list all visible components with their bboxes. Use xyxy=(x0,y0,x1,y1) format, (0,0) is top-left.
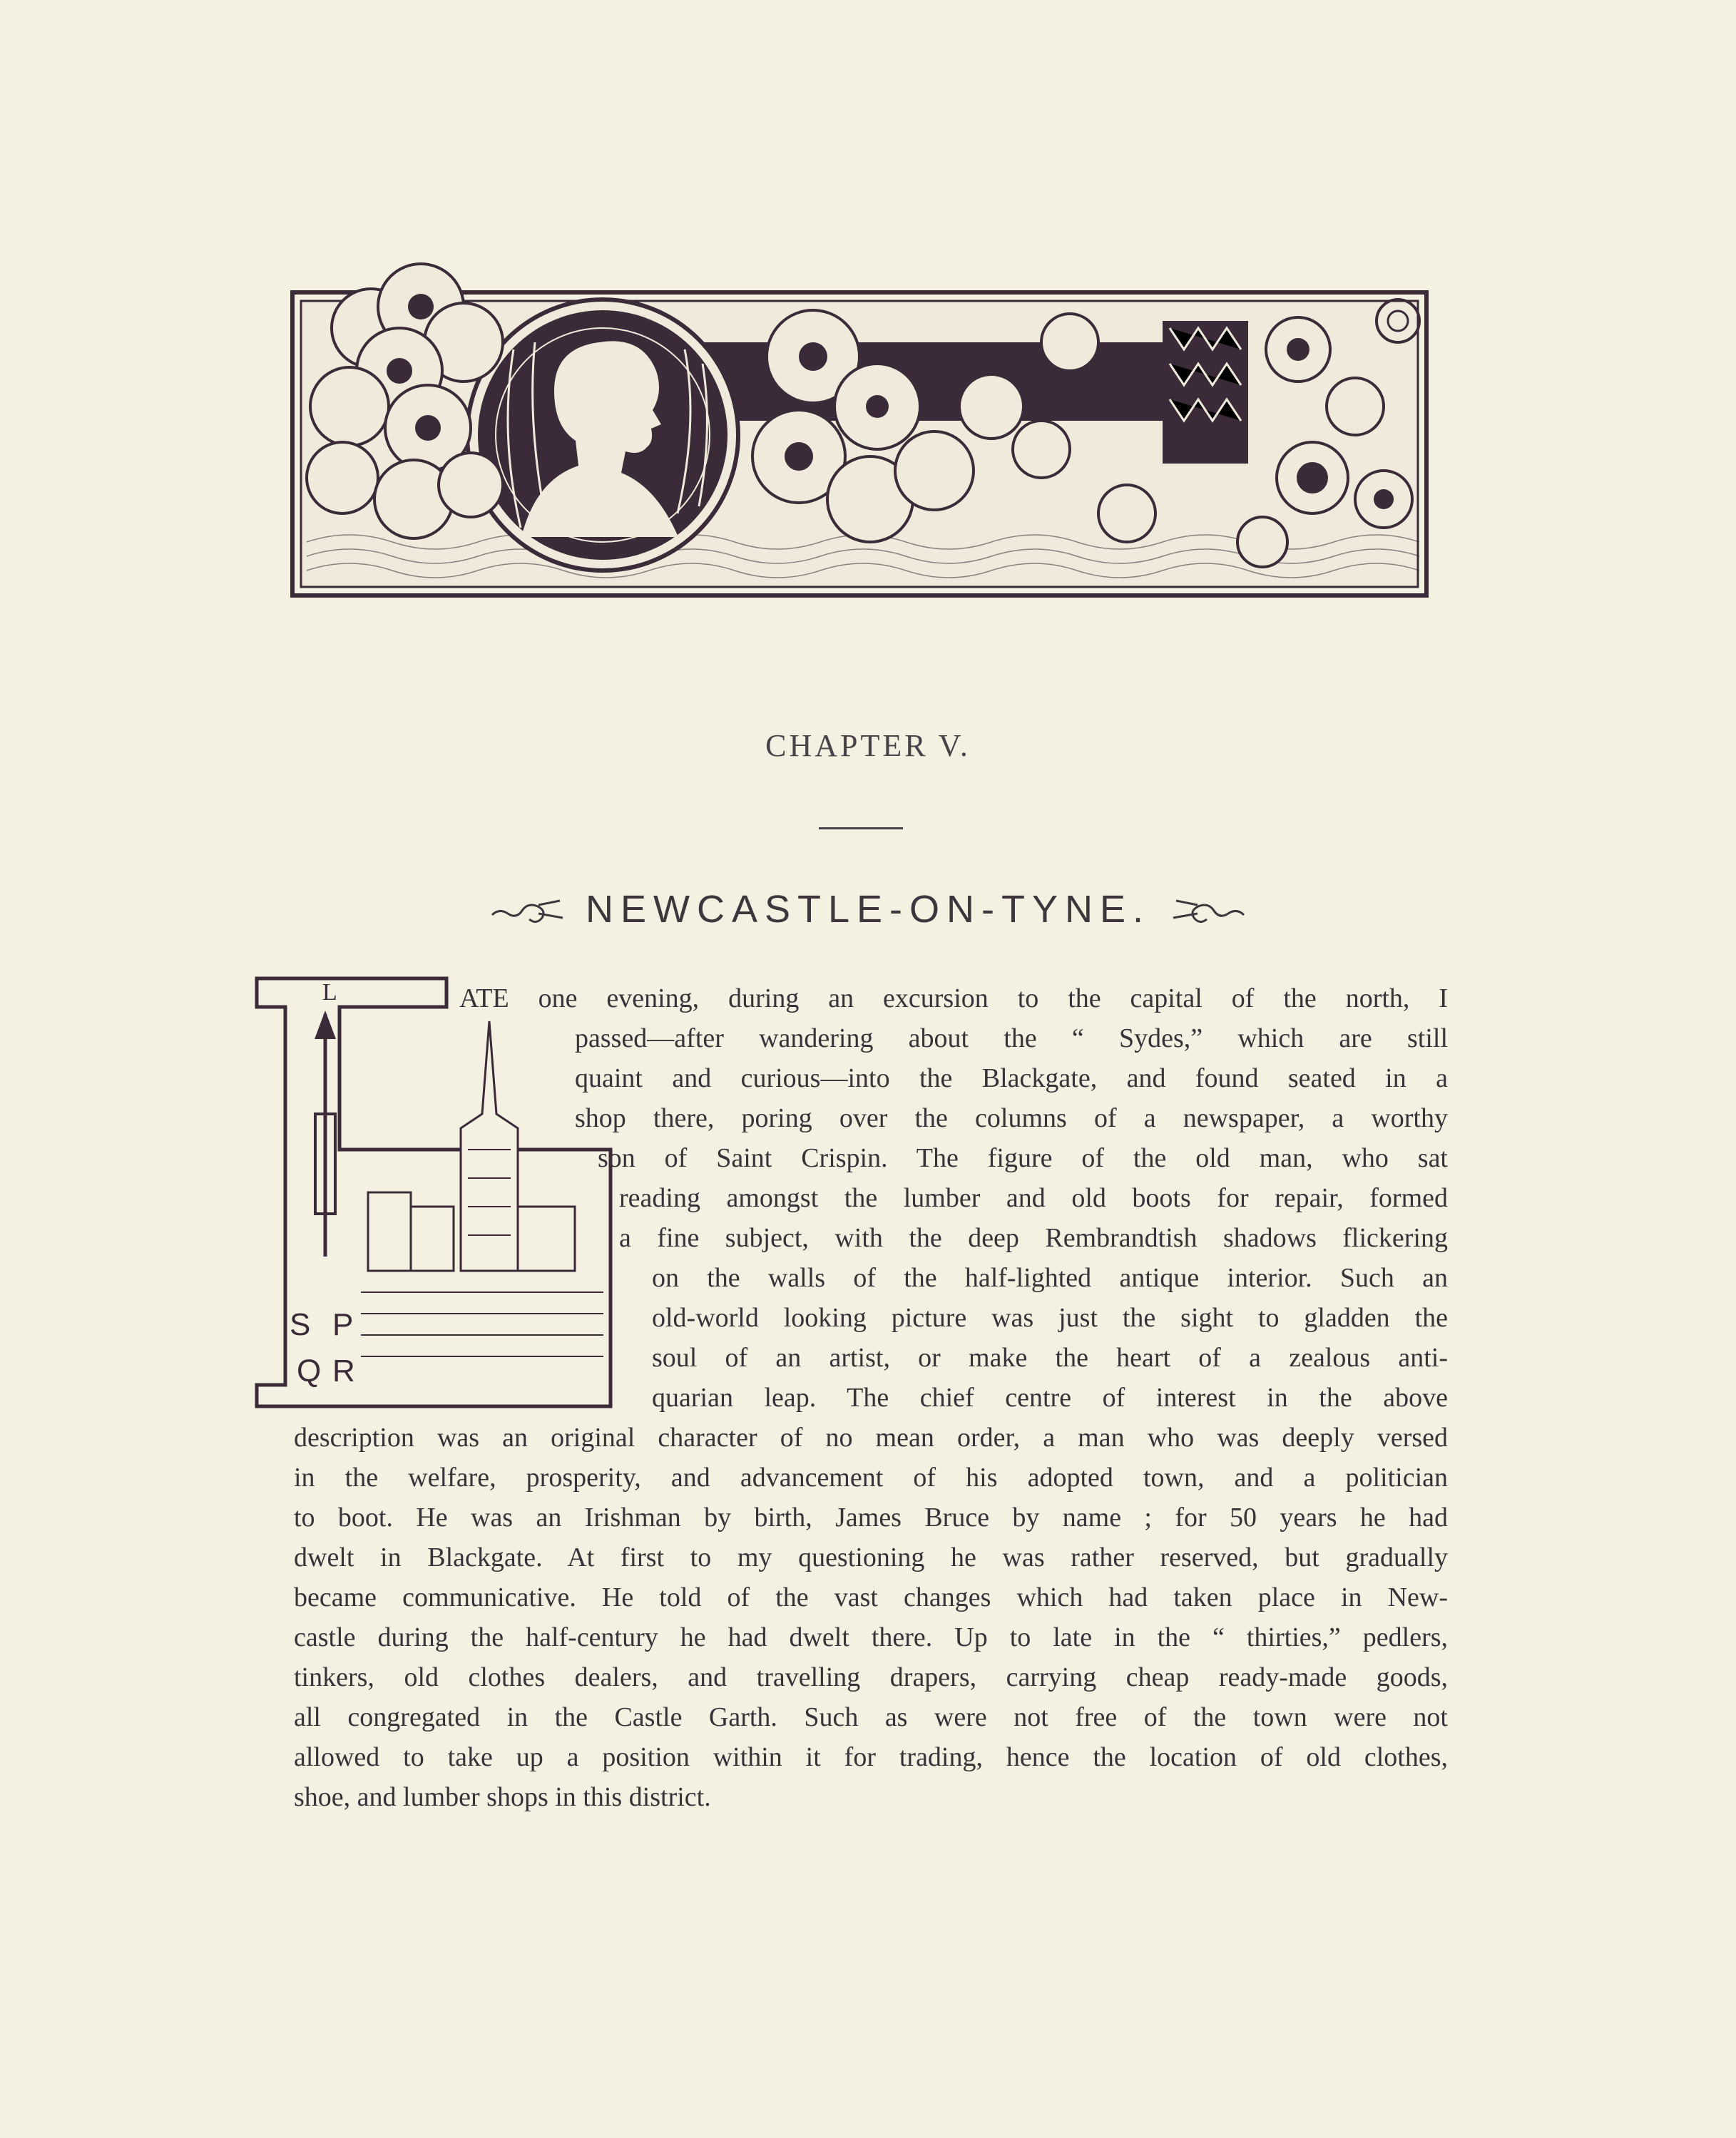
body-line-9: old-world looking picture was just the sight to gladden the xyxy=(652,1303,1448,1333)
emblem-letter-p: P xyxy=(332,1307,354,1342)
body-line-2: passed—after wandering about the “ Sydes,” which are still xyxy=(575,1023,1448,1053)
emblem-letter-r: R xyxy=(332,1354,355,1388)
floral-headpiece-illustration xyxy=(285,242,1434,613)
body-line-16: became communicative. He told of the vast changes which had taken place in New- xyxy=(294,1582,1448,1612)
section-title-row xyxy=(0,884,1736,934)
right-flourish-icon xyxy=(1169,895,1247,924)
body-line-13: in the welfare, prosperity, and advancement of his adopted town, and a politician xyxy=(294,1463,1448,1493)
body-line-14: to boot. He was an Irishman by birth, James Bruce by name ; for 50 years he had xyxy=(294,1503,1448,1533)
chapter-rule-divider xyxy=(819,827,903,829)
body-line-10: soul of an artist, or make the heart of a zealous anti- xyxy=(652,1343,1448,1373)
chapter-heading: CHAPTER V. xyxy=(765,728,971,763)
emblem-letter-q: Q xyxy=(297,1354,322,1388)
body-line-15: dwelt in Blackgate. At first to my questioning he was rather reserved, but gradually xyxy=(294,1543,1448,1572)
section-title: NEWCASTLE-ON-TYNE. xyxy=(585,888,1151,931)
emblem-letter-s: S xyxy=(290,1307,311,1342)
body-line-6: reading amongst the lumber and old boots for repair, formed xyxy=(619,1183,1448,1213)
body-line-17: castle during the half-century he had dwelt there. Up to late in the “ thirties,” pedlers, xyxy=(294,1622,1448,1652)
body-line-3: quaint and curious—into the Blackgate, and found seated in a xyxy=(575,1063,1448,1093)
body-line-12: description was an original character of no mean order, a man who was deeply versed xyxy=(294,1423,1448,1453)
dropcap-L-illustration xyxy=(254,971,625,1413)
body-line-5: son of Saint Crispin. The figure of the old man, who sat xyxy=(598,1143,1448,1173)
body-line-11: quarian leap. The chief centre of interest in the above xyxy=(652,1383,1448,1413)
body-line-20: allowed to take up a position within it for trading, hence the location of old clothes, xyxy=(294,1742,1448,1772)
body-line-1: ATE one evening, during an excursion to the capital of the north, I xyxy=(459,983,1448,1013)
body-line-8: on the walls of the half-lighted antique interior. Such an xyxy=(652,1263,1448,1293)
body-line-4: shop there, poring over the columns of a newspaper, a worthy xyxy=(575,1103,1448,1133)
body-line-7: a fine subject, with the deep Rembrandtish shadows flickering xyxy=(619,1223,1448,1253)
body-line-19: all congregated in the Castle Garth. Such as were not free of the town were not xyxy=(294,1702,1448,1732)
left-flourish-icon xyxy=(489,895,567,924)
body-line-18: tinkers, old clothes dealers, and travelling drapers, carrying cheap ready-made goods, xyxy=(294,1662,1448,1692)
body-line-21: shoe, and lumber shops in this district. xyxy=(294,1782,711,1812)
dropcap-letter: L xyxy=(322,979,337,1006)
